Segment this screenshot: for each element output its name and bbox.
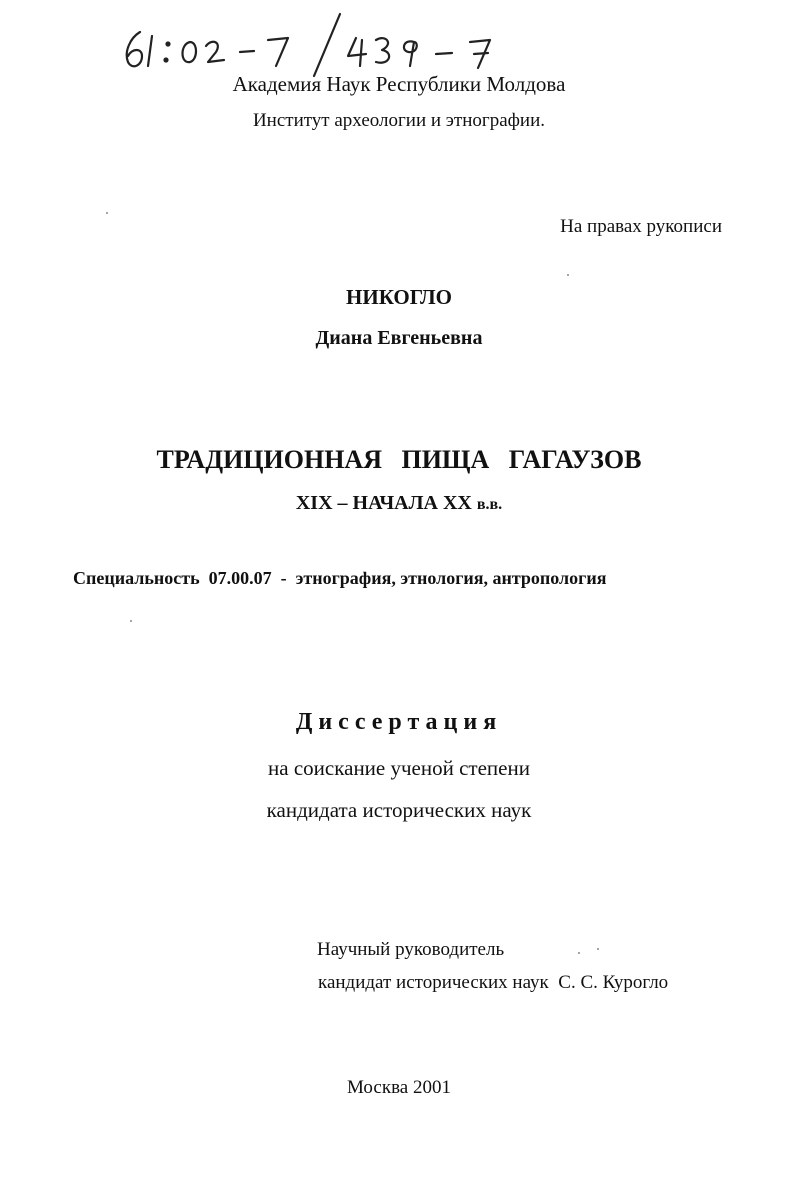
specialty-label: Специальность [73,568,200,588]
specialty-line [73,568,606,589]
scan-speck [578,952,580,954]
period-text: XIX – НАЧАЛА XX [295,492,472,514]
supervisor-details: кандидат исторических наук С. С. Курогло [318,972,669,993]
scan-speck [567,274,569,276]
dissertation-period [0,492,798,515]
scan-speck [106,212,108,214]
place-and-year: Москва 2001 [347,1077,451,1098]
handwriting-drawing [118,10,548,80]
specialty-fields: этнография, этнология, антропология [295,568,607,588]
author-given-names: Диана Евгеньевна [315,327,483,349]
author-surname: НИКОГЛО [346,285,452,309]
degree-line-2: кандидата исторических наук [266,798,532,822]
handwritten-archive-code [118,10,548,80]
supervisor-label: Научный руководитель [317,939,505,960]
scan-speck [597,948,599,950]
dissertation-title: ТРАДИЦИОННАЯ ПИЩА ГАГАУЗОВ [156,445,642,474]
degree-line-1: на соискание ученой степени [268,756,530,780]
specialty-separator: - [280,568,287,588]
institute-name: Институт археологии и этнографии. [252,110,546,131]
scan-speck [130,620,132,622]
rights-note: На правах рукописи [560,216,722,237]
specialty-code: 07.00.07 [208,568,272,588]
academy-name: Академия Наук Республики Молдова [232,72,566,96]
period-suffix: в.в. [476,496,503,513]
dissertation-heading: Диссертация [295,709,503,735]
